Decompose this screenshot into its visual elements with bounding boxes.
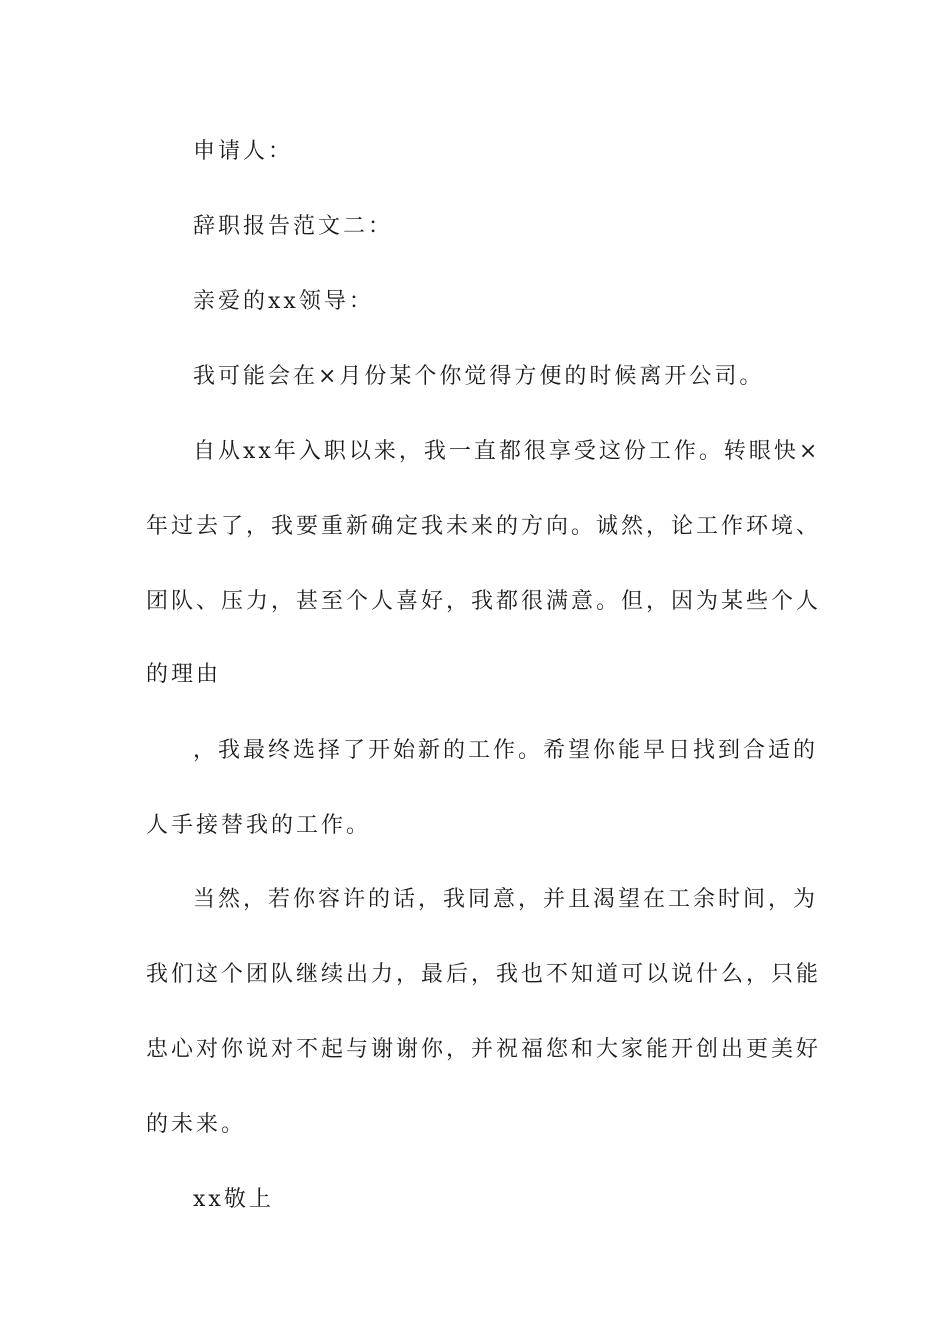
body-paragraph-4-line-1: 当然，若你容许的话，我同意，并且渴望在工余时间，为 [193, 887, 819, 912]
body-paragraph-3-line-1: ，我最终选择了开始新的工作。希望你能早日找到合适的 [193, 738, 819, 763]
body-paragraph-2-line-2: 年过去了，我要重新确定我未来的方向。诚然，论工作环境、 [146, 514, 822, 539]
applicant-label: 申请人： [193, 139, 294, 164]
sample-heading: 辞职报告范文二： [193, 214, 394, 239]
body-paragraph-3-line-2: 人手接替我的工作。 [146, 813, 372, 838]
body-paragraph-4-line-3: 忠心对你说对不起与谢谢你，并祝福您和大家能开创出更美好 [146, 1037, 822, 1062]
body-paragraph-2-line-1: 自从xx年入职以来，我一直都很享受这份工作。转眼快× [193, 439, 821, 464]
body-paragraph-4-line-2: 我们这个团队继续出力，最后，我也不知道可以说什么，只能 [146, 962, 822, 987]
signature: xx敬上 [193, 1187, 274, 1212]
body-paragraph-1: 我可能会在×月份某个你觉得方便的时候离开公司。 [193, 364, 765, 389]
body-paragraph-2-line-4: 的理由 [146, 662, 222, 687]
body-paragraph-4-line-4: 的未来。 [146, 1112, 247, 1137]
body-paragraph-2-line-3: 团队、压力，甚至个人喜好，我都很满意。但，因为某些个人 [146, 589, 822, 614]
salutation: 亲爱的xx领导： [193, 289, 374, 314]
